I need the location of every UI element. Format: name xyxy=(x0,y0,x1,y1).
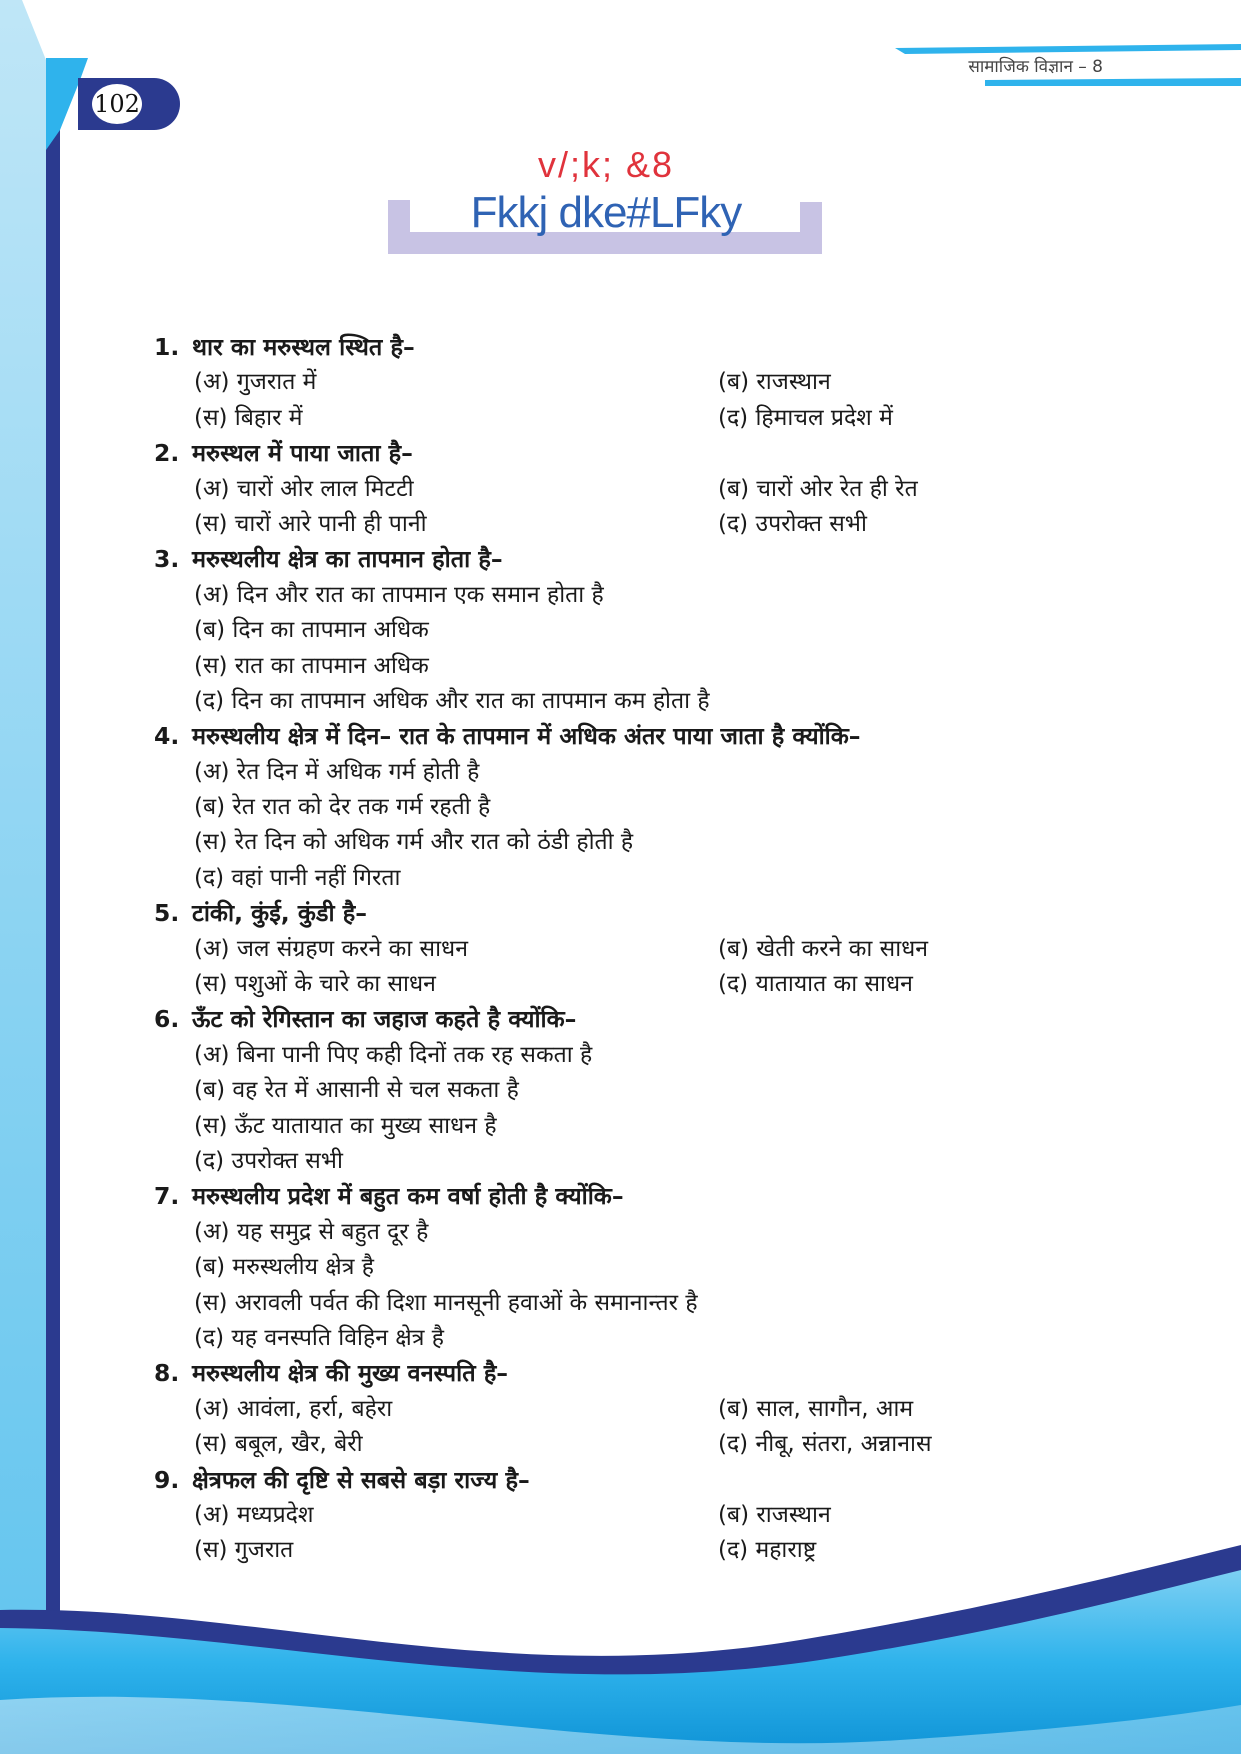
option-row xyxy=(154,967,1114,1002)
page-number: 102 xyxy=(92,84,142,124)
question-text: ऊँट को रेगिस्तान का जहाज कहते है क्योंकि– xyxy=(192,1005,577,1034)
option-d: (द) यातायात का साधन xyxy=(718,971,913,998)
option-b: (ब) मरुस्थलीय क्षेत्र है xyxy=(194,1254,374,1281)
question-heading xyxy=(154,436,1114,471)
question-heading xyxy=(154,1002,1114,1037)
question-heading xyxy=(154,1179,1114,1214)
question-text: टांकी, कुंई, कुंडी है– xyxy=(192,899,367,928)
option-d: (द) दिन का तापमान अधिक और रात का तापमान कम होता है xyxy=(194,687,710,714)
option-c: (स) अरावली पर्वत की दिशा मानसूनी हवाओं के समानान्तर है xyxy=(194,1289,698,1316)
question-number: 5. xyxy=(154,899,180,928)
option-row xyxy=(154,1038,1114,1073)
chapter-label: v/;k; &8 xyxy=(537,144,675,185)
option-c: (स) बिहार में xyxy=(194,404,303,431)
option-row xyxy=(154,578,1114,613)
question-heading xyxy=(154,330,1114,365)
question xyxy=(154,719,1114,896)
option-c: (स) पशुओं के चारे का साधन xyxy=(194,971,436,998)
option-row xyxy=(154,1286,1114,1321)
question-number: 9. xyxy=(154,1465,180,1494)
question-text: मरुस्थलीय क्षेत्र का तापमान होता है– xyxy=(192,545,503,574)
option-row xyxy=(154,1498,1114,1533)
option-c: (स) चारों आरे पानी ही पानी xyxy=(194,510,427,537)
question-text: मरुस्थलीय क्षेत्र की मुख्य वनस्पति है– xyxy=(192,1359,509,1388)
question-heading xyxy=(154,1356,1114,1391)
option-row xyxy=(154,1392,1114,1427)
question-number: 8. xyxy=(154,1359,180,1388)
question xyxy=(154,542,1114,719)
option-row xyxy=(154,613,1114,648)
option-a: (अ) रेत दिन में अधिक गर्म होती है xyxy=(194,758,480,785)
question-text: मरुस्थलीय प्रदेश में बहुत कम वर्षा होती है क्योंकि– xyxy=(192,1182,624,1211)
option-c: (स) रेत दिन को अधिक गर्म और रात को ठंडी होती है xyxy=(194,829,634,856)
question-text: मरुस्थल में पाया जाता है– xyxy=(192,439,413,468)
question-text: मरुस्थलीय क्षेत्र में दिन– रात के तापमान में अधिक अंतर पाया जाता है क्योंकि– xyxy=(192,722,861,751)
running-header-subject: सामाजिक विज्ञान – 8 xyxy=(968,57,1103,77)
question xyxy=(154,330,1114,436)
option-row xyxy=(154,1427,1114,1462)
question-heading xyxy=(154,719,1114,754)
option-d: (द) नीबू, संतरा, अन्नानास xyxy=(718,1431,932,1458)
option-row xyxy=(154,1073,1114,1108)
option-a: (अ) आवंला, हर्रा, बहेरा xyxy=(194,1395,393,1422)
question-text: थार का मरुस्थल स्थित है– xyxy=(192,333,415,361)
question-number: 1. xyxy=(154,333,180,361)
option-row xyxy=(154,932,1114,967)
option-b: (ब) राजस्थान xyxy=(718,369,831,396)
question xyxy=(154,1356,1114,1462)
option-a: (अ) जल संग्रहण करने का साधन xyxy=(194,935,468,962)
option-a: (अ) दिन और रात का तापमान एक समान होता है xyxy=(194,581,604,608)
option-d: (द) महाराष्ट्र xyxy=(718,1537,817,1564)
option-row xyxy=(154,401,1114,436)
option-row xyxy=(154,755,1114,790)
option-a: (अ) चारों ओर लाल मिटटी xyxy=(194,475,414,502)
question xyxy=(154,1179,1114,1356)
question-number: 3. xyxy=(154,545,180,574)
option-row xyxy=(154,1321,1114,1356)
option-row xyxy=(154,365,1114,400)
option-c: (स) ऊँट यातायात का मुख्य साधन है xyxy=(194,1112,497,1139)
option-row xyxy=(154,1215,1114,1250)
option-row xyxy=(154,1250,1114,1285)
option-row xyxy=(154,825,1114,860)
question xyxy=(154,896,1114,1002)
option-a: (अ) मध्यप्रदेश xyxy=(194,1501,314,1528)
question-number: 4. xyxy=(154,722,180,751)
option-c: (स) बबूल, खैर, बेरी xyxy=(194,1431,363,1458)
option-b: (ब) वह रेत में आसानी से चल सकता है xyxy=(194,1077,519,1104)
question xyxy=(154,436,1114,542)
option-row xyxy=(154,861,1114,896)
question-heading xyxy=(154,1463,1114,1498)
option-d: (द) उपरोक्त सभी xyxy=(718,510,867,537)
option-row xyxy=(154,790,1114,825)
option-row xyxy=(154,507,1114,542)
option-a: (अ) बिना पानी पिए कही दिनों तक रह सकता है xyxy=(194,1041,593,1068)
question-number: 6. xyxy=(154,1005,180,1034)
option-row xyxy=(154,1109,1114,1144)
question-number: 2. xyxy=(154,439,180,468)
option-a: (अ) गुजरात में xyxy=(194,369,317,396)
question-number: 7. xyxy=(154,1182,180,1211)
option-a: (अ) यह समुद्र से बहुत दूर है xyxy=(194,1218,429,1245)
question xyxy=(154,1002,1114,1179)
option-b: (ब) साल, सागौन, आम xyxy=(718,1395,914,1422)
page-number-badge xyxy=(78,78,180,130)
question xyxy=(154,1463,1114,1569)
option-b: (ब) खेती करने का साधन xyxy=(718,935,929,962)
option-row xyxy=(154,684,1114,719)
option-d: (द) उपरोक्त सभी xyxy=(194,1147,343,1174)
question-text: क्षेत्रफल की दृष्टि से सबसे बड़ा राज्य है– xyxy=(192,1465,530,1494)
option-c: (स) रात का तापमान अधिक xyxy=(194,652,429,679)
option-row xyxy=(154,1533,1114,1568)
question-heading xyxy=(154,896,1114,931)
option-row xyxy=(154,1144,1114,1179)
option-c: (स) गुजरात xyxy=(194,1537,294,1564)
option-b: (ब) चारों ओर रेत ही रेत xyxy=(718,475,918,502)
option-d: (द) वहां पानी नहीं गिरता xyxy=(194,864,401,891)
chapter-title: Fkkj dke#LFky xyxy=(470,188,742,237)
option-b: (ब) दिन का तापमान अधिक xyxy=(194,617,429,644)
option-row xyxy=(154,472,1114,507)
option-d: (द) हिमाचल प्रदेश में xyxy=(718,404,893,431)
question-list xyxy=(154,330,1114,1569)
option-row xyxy=(154,649,1114,684)
option-b: (ब) राजस्थान xyxy=(718,1501,831,1528)
option-d: (द) यह वनस्पति विहिन क्षेत्र है xyxy=(194,1324,444,1351)
question-heading xyxy=(154,542,1114,577)
option-b: (ब) रेत रात को देर तक गर्म रहती है xyxy=(194,794,491,821)
